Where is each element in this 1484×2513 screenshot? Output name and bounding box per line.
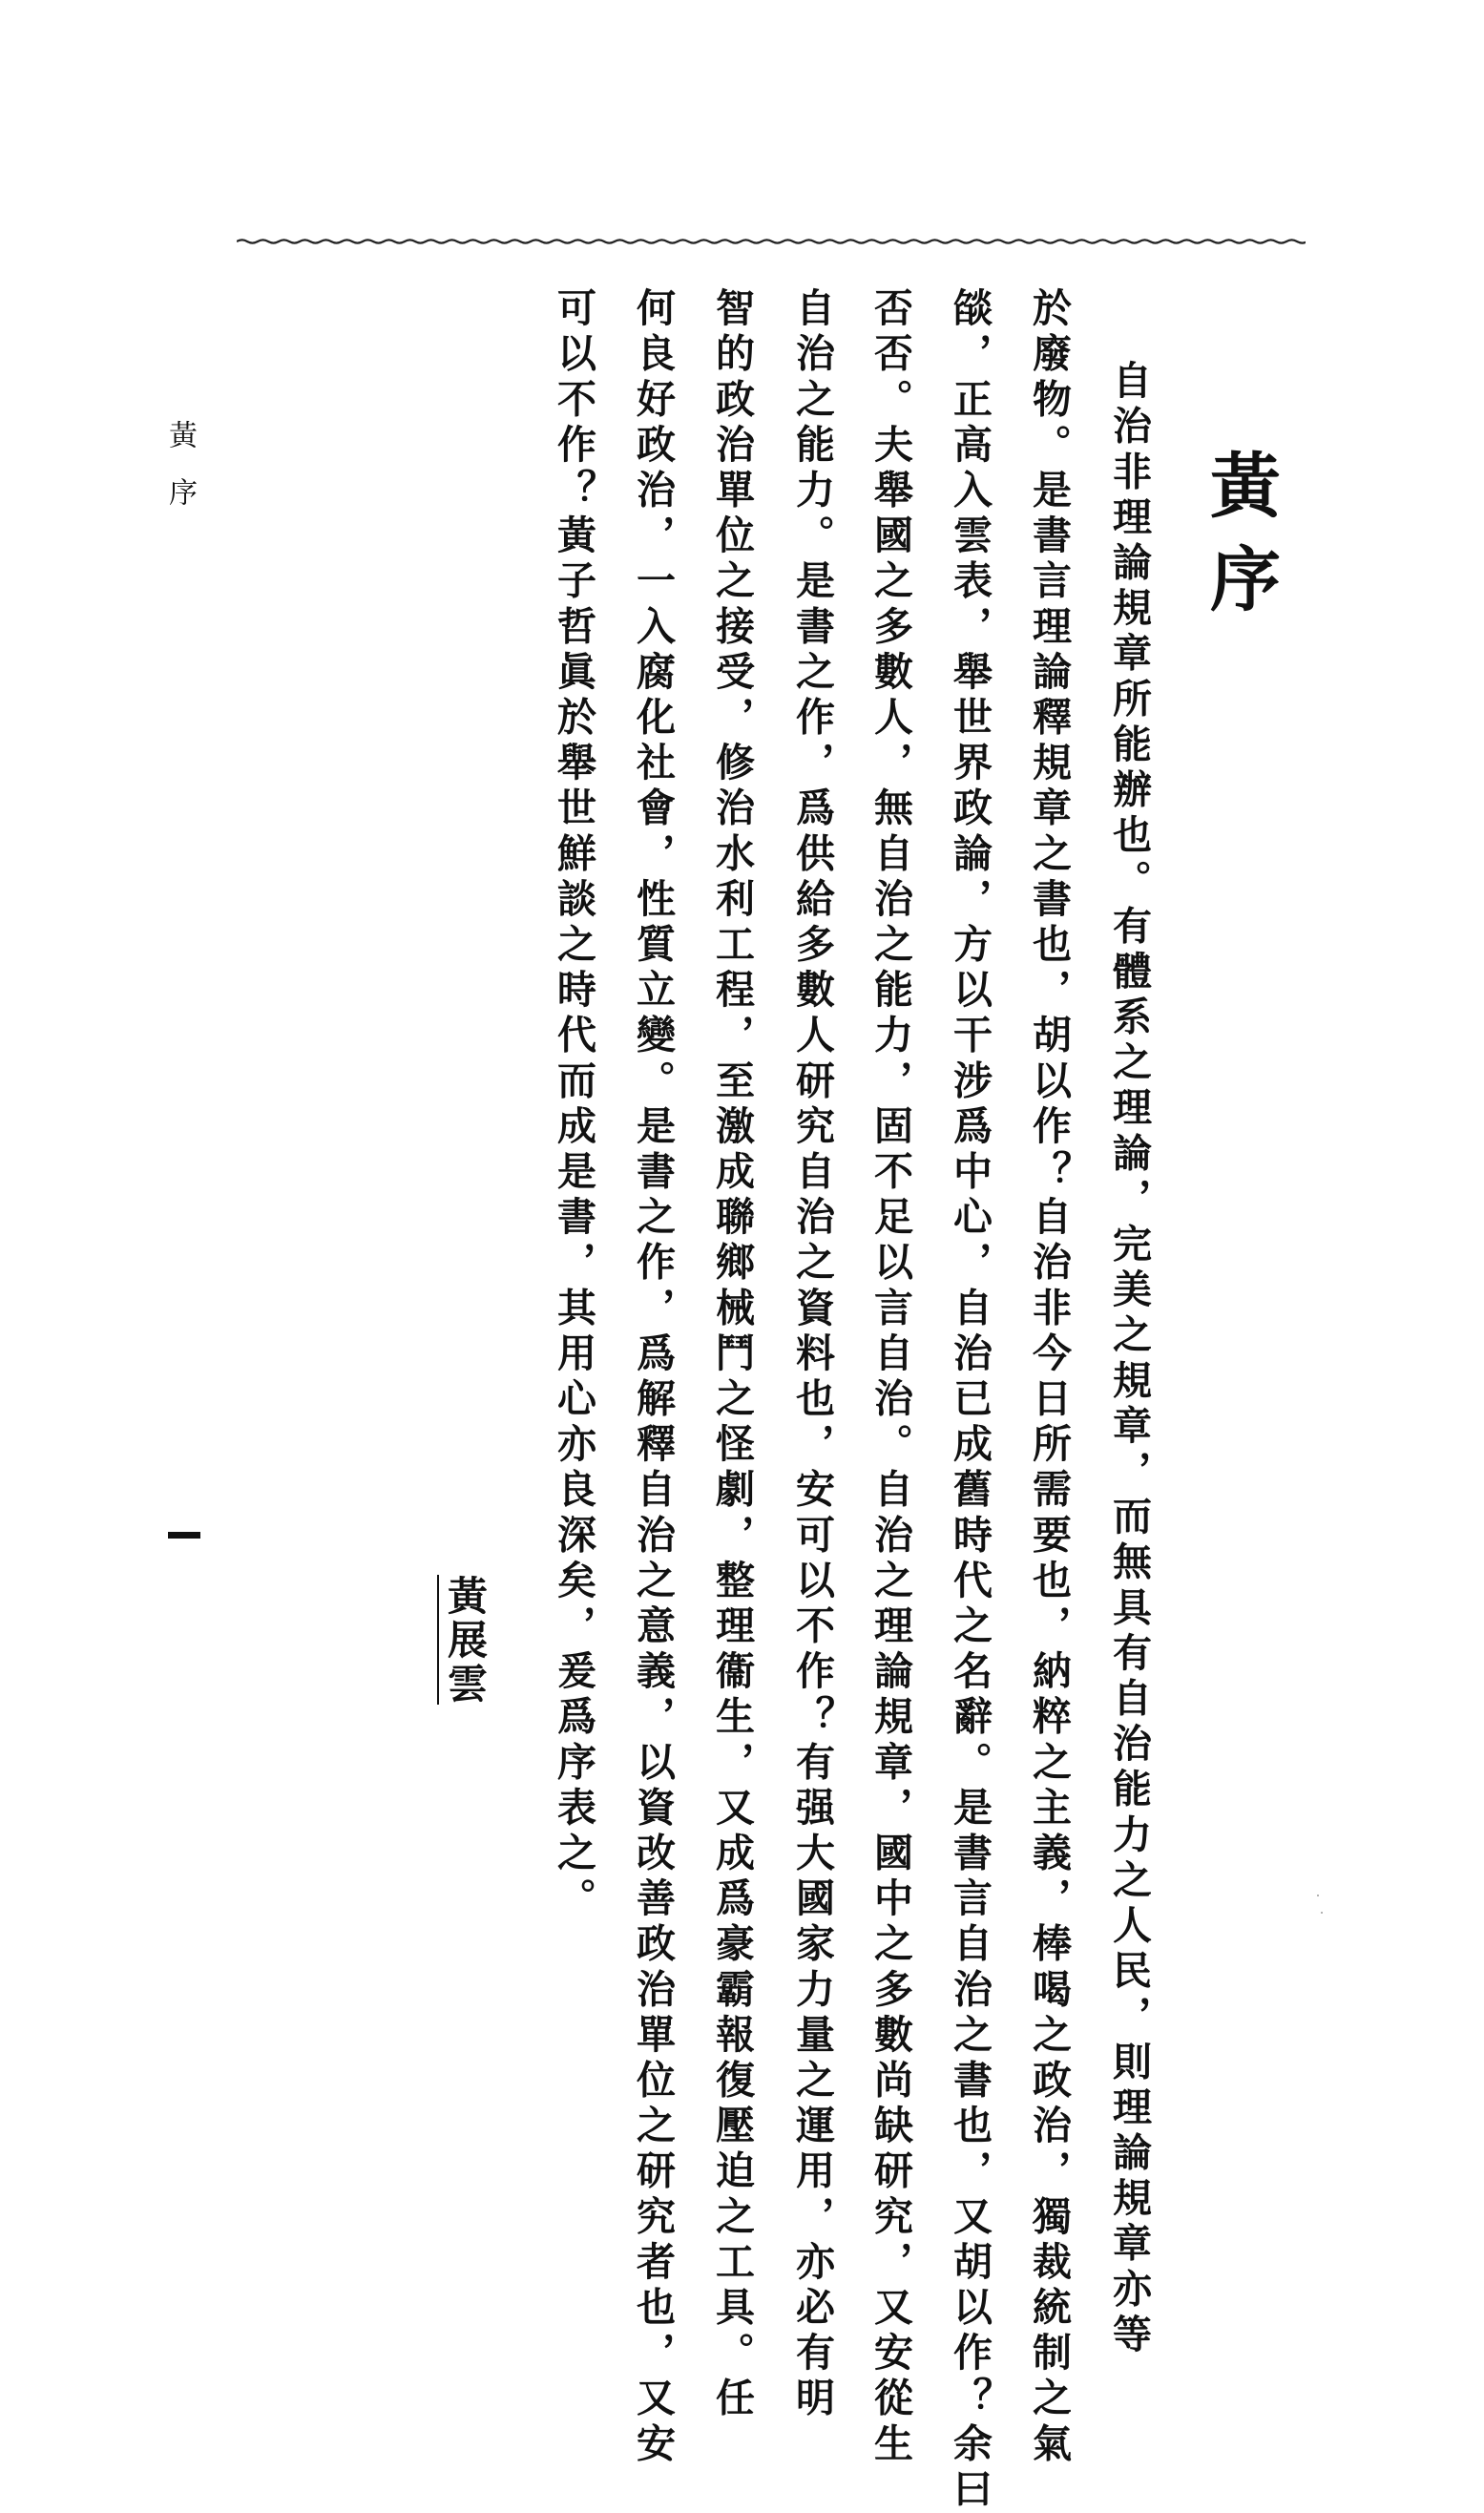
text-column-4: 否否。夫舉國之多數人，無自治之能力，固不足以言自治。自治之理論規章，國中之多數尚缺研究，又安從生	[867, 287, 913, 2468]
author-signature: 黃展雲	[442, 1575, 489, 1707]
text-column-1: 自治非理論規章所能辦也。有體系之理論，完美之規章，而無具有自治能力之人民，則理論規章亦等	[1106, 360, 1152, 2359]
text-column-6: 智的政治單位之接受，修治水利工程，至激成聯鄉械鬥之怪劇，整理衞生，又成爲豪霸報復壓迫之工具。任	[709, 287, 755, 2423]
page-number-folio	[168, 1532, 200, 1539]
text-column-8: 可以不作？黃子哲眞於舉世鮮談之時代而成是書，其用心亦良深矣，爰爲序表之。	[551, 287, 596, 1923]
running-margin-label: 黃序	[163, 420, 197, 534]
scan-speck	[1321, 1912, 1323, 1914]
author-name-bar	[437, 1575, 439, 1705]
text-column-7: 何良好政治，一入腐化社會，性質立變。是書之作，爲解釋自治之意義，以資改善政治單位之研究者也，又安	[630, 287, 676, 2468]
wavy-header-rule	[237, 235, 1306, 248]
text-column-2: 於廢物。是書言理論釋規章之書也，胡以作？自治非今日所需要也，納粹之主義，棒喝之政治，獨裁統制之氣	[1026, 287, 1072, 2468]
preface-title: 黃序	[1199, 449, 1281, 636]
text-column-3: 燄，正高入雲表，舉世界政論，方以干涉爲中心，自治已成舊時代之名辭。是書言自治之書也，又胡以作？余曰	[947, 287, 993, 2513]
scan-speck	[1317, 1895, 1319, 1896]
text-column-5: 自治之能力。是書之作，爲供給多數人研究自治之資料也，安可以不作？有强大國家力量之運用，亦必有明	[789, 287, 835, 2423]
